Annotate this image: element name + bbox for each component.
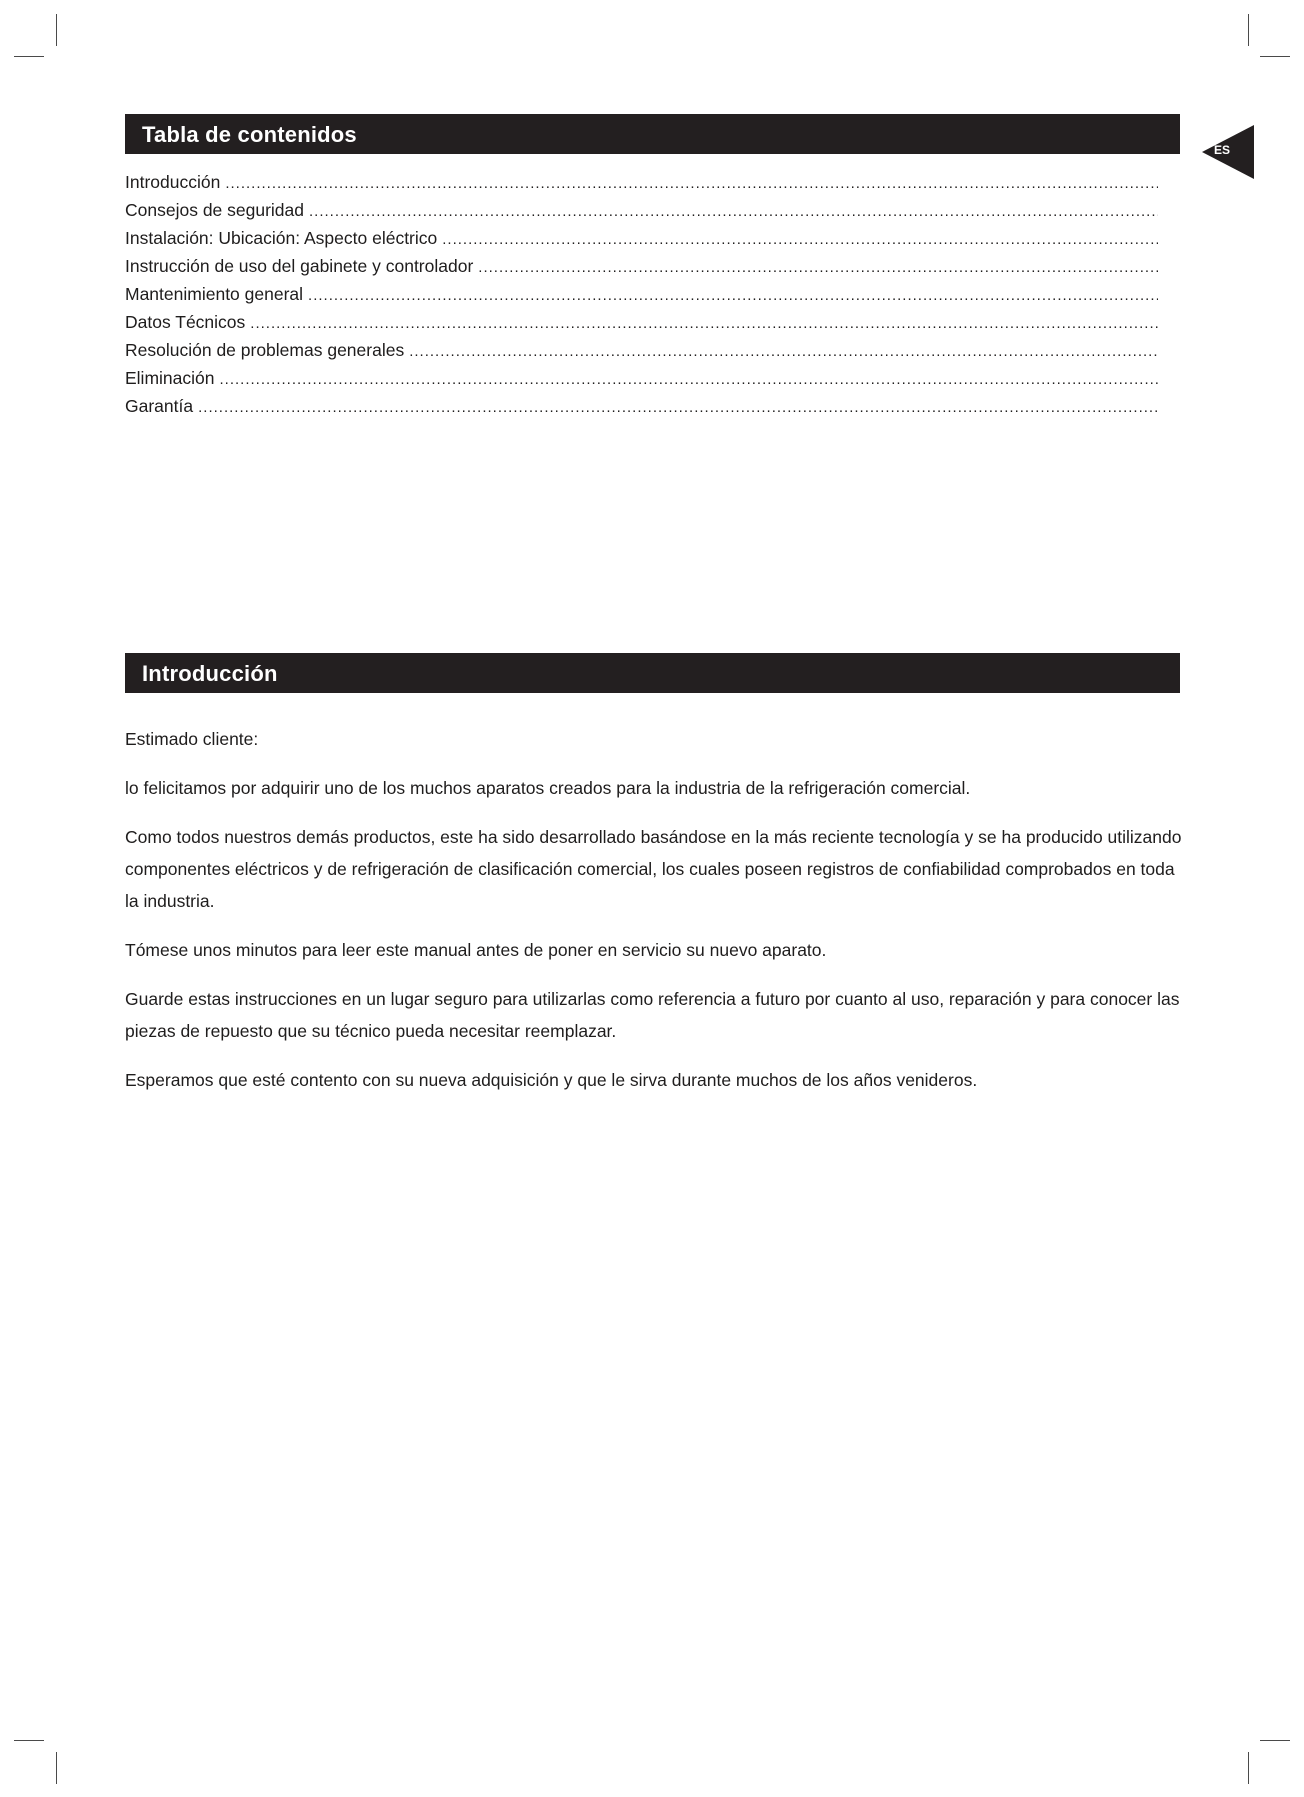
toc-entry-label: Instrucción de uso del gabinete y controlador: [125, 256, 474, 276]
dot-leader: [409, 338, 1158, 366]
toc-entry[interactable]: [125, 280, 1158, 308]
crop-mark: [14, 56, 44, 57]
toc-entry-label: Mantenimiento general: [125, 284, 304, 304]
toc-entry-label: Consejos de seguridad: [125, 200, 305, 220]
intro-body: [125, 723, 1185, 1113]
intro-heading: Introducción: [125, 653, 1180, 693]
crop-mark: [56, 1752, 57, 1784]
crop-mark: [1248, 14, 1249, 46]
dot-leader: [225, 170, 1158, 198]
toc-entry-label: Eliminación: [125, 368, 215, 388]
toc-entry-label: Resolución de problemas generales: [125, 340, 405, 360]
crop-mark: [14, 1740, 44, 1741]
language-tab-label: ES: [1214, 143, 1231, 157]
dot-leader: [250, 310, 1158, 338]
crop-mark: [1260, 1740, 1290, 1741]
intro-paragraph: Esperamos que esté contento con su nueva adquisición y que le sirva durante muchos de los años venideros.: [125, 1070, 978, 1090]
toc-entry[interactable]: [125, 224, 1158, 252]
dot-leader: [198, 394, 1158, 422]
language-tab: [1202, 125, 1258, 184]
crop-mark: [56, 14, 57, 46]
dot-leader: [309, 198, 1158, 226]
toc-list: [125, 168, 1158, 420]
toc-entry[interactable]: [125, 196, 1158, 224]
toc-heading: Tabla de contenidos: [125, 114, 1180, 154]
toc-entry-label: Garantía: [125, 396, 194, 416]
crop-mark: [1248, 1752, 1249, 1784]
intro-paragraph: Como todos nuestros demás productos, este ha sido desarrollado basándose en la más reciente tecnología y se ha producido utilizando componentes eléctricos y de refrigeración de clasificación comercial, los cuales poseen registros de confiabilidad comprobados en toda la industria.: [125, 827, 1182, 911]
dot-leader: [442, 226, 1158, 254]
dot-leader: [308, 282, 1158, 310]
toc-entry-label: Instalación: Ubicación: Aspecto eléctrico: [125, 228, 438, 248]
dot-leader: [478, 254, 1158, 282]
intro-paragraph: lo felicitamos por adquirir uno de los muchos aparatos creados para la industria de la refrigeración comercial.: [125, 778, 971, 798]
dot-leader: [219, 366, 1158, 394]
toc-entry[interactable]: [125, 168, 1158, 196]
toc-entry[interactable]: [125, 336, 1158, 364]
intro-paragraph: Guarde estas instrucciones en un lugar seguro para utilizarlas como referencia a futuro por cuanto al uso, reparación y para conocer las piezas de repuesto que su técnico pueda necesitar reemplazar.: [125, 989, 1180, 1041]
intro-paragraph: Estimado cliente:: [125, 729, 259, 749]
toc-entry[interactable]: [125, 308, 1158, 336]
crop-mark: [1260, 56, 1290, 57]
toc-entry[interactable]: [125, 392, 1158, 420]
toc-entry[interactable]: [125, 252, 1158, 280]
toc-entry-label: Datos Técnicos: [125, 312, 246, 332]
toc-entry[interactable]: [125, 364, 1158, 392]
intro-paragraph: Tómese unos minutos para leer este manual antes de poner en servicio su nuevo aparato.: [125, 940, 827, 960]
toc-entry-label: Introducción: [125, 172, 221, 192]
